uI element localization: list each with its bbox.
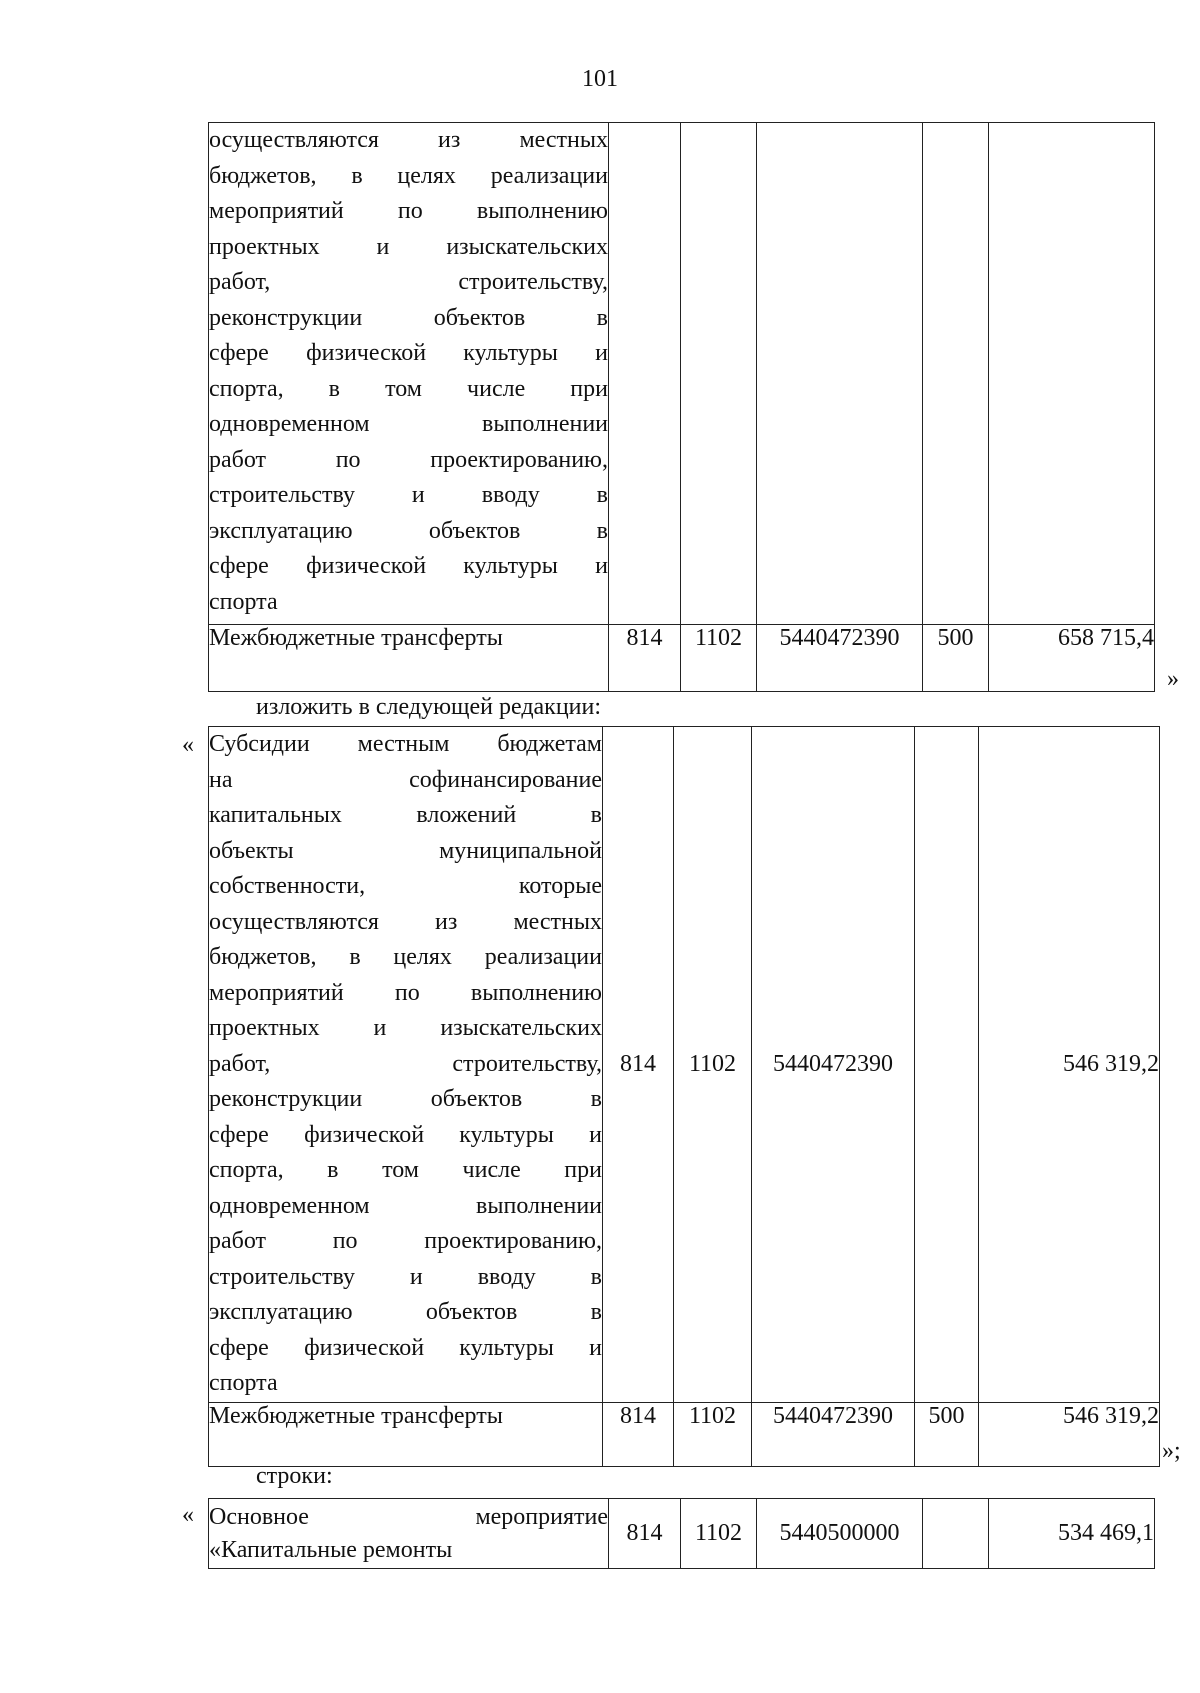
amount-cell: 534 469,1 [989, 1499, 1155, 1569]
description-line: сфере физической культуры и [209, 1121, 602, 1148]
type-cell [915, 727, 979, 1403]
description-line: проектных и изыскательских [209, 233, 608, 260]
target-cell: 5440472390 [757, 625, 923, 692]
close-quote: » [1167, 666, 1179, 692]
target-cell [757, 123, 923, 625]
section-cell: 1102 [681, 625, 757, 692]
type-cell: 500 [915, 1402, 979, 1466]
budget-table-old [208, 122, 1155, 692]
description-line: капитальных вложений в [209, 802, 602, 828]
description-line: мероприятий по выполнению [209, 979, 602, 1006]
section-cell: 1102 [674, 1402, 752, 1466]
description-line: одновременном выполнении [209, 1192, 602, 1219]
description-line: сфере физической культуры и [209, 340, 608, 366]
rows-label: строки: [256, 1463, 333, 1489]
description-line: Субсидии местным бюджетам [209, 731, 602, 757]
description-line: работ по проектированию, [209, 1228, 602, 1254]
type-cell: 500 [923, 625, 989, 692]
instruction-text: изложить в следующей редакции: [256, 694, 602, 720]
target-cell: 5440500000 [757, 1499, 923, 1569]
open-quote: « [182, 1502, 194, 1528]
table-row [209, 727, 1160, 1403]
description-line: мероприятий по выполнению [209, 198, 608, 224]
type-cell [923, 1499, 989, 1569]
description-line: Основное мероприятие [209, 1504, 608, 1530]
section-cell [681, 123, 757, 625]
gp-cell: 814 [609, 1499, 681, 1569]
amount-cell: 658 715,4 [989, 625, 1155, 692]
description-line: строительству и вводу в [209, 1263, 602, 1290]
description-line: реконструкции объектов в [209, 1086, 602, 1112]
description-line: бюджетов, в целях реализации [209, 162, 608, 189]
description-line: осуществляются из местных [209, 127, 608, 153]
budget-table-rows [208, 1498, 1155, 1569]
description-line: спорта [209, 588, 278, 615]
transfer-label-cell: Межбюджетные трансферты [209, 625, 609, 692]
description-line: бюджетов, в целях реализации [209, 944, 602, 970]
transfer-label-cell: Межбюджетные трансферты [209, 1402, 603, 1466]
description-line: на софинансирование [209, 766, 602, 793]
amount-cell: 546 319,2 [979, 1402, 1160, 1466]
description-line: реконструкции объектов в [209, 304, 608, 331]
description-line: спорта, в том числе при [209, 375, 608, 402]
description-line: «Капитальные ремонты [209, 1537, 453, 1563]
section-cell: 1102 [674, 727, 752, 1403]
section-cell: 1102 [681, 1499, 757, 1569]
description-line: одновременном выполнении [209, 411, 608, 437]
gp-cell: 814 [603, 1402, 674, 1466]
open-quote: « [182, 732, 194, 758]
gp-cell: 814 [603, 727, 674, 1403]
page-number: 101 [582, 66, 618, 92]
description-line: спорта [209, 1370, 278, 1396]
description-cell [209, 727, 603, 1403]
description-line: сфере физической культуры и [209, 1334, 602, 1361]
budget-table-new [208, 726, 1160, 1467]
description-cell [209, 123, 609, 625]
description-line: эксплуатацию объектов в [209, 1299, 602, 1325]
amount-cell [989, 123, 1155, 625]
description-line: проектных и изыскательских [209, 1015, 602, 1041]
description-line: работ, строительству, [209, 1050, 602, 1077]
table-row [209, 1402, 1160, 1466]
description-line: осуществляются из местных [209, 908, 602, 935]
gp-cell [609, 123, 681, 625]
description-line: собственности, которые [209, 873, 602, 899]
description-line: работ, строительству, [209, 269, 608, 295]
description-line: объекты муниципальной [209, 837, 602, 864]
description-line: эксплуатацию объектов в [209, 517, 608, 544]
gp-cell: 814 [609, 625, 681, 692]
description-line: сфере физической культуры и [209, 553, 608, 579]
type-cell [923, 123, 989, 625]
table-row [209, 625, 1155, 692]
description-line: работ по проектированию, [209, 446, 608, 473]
close-quote: »; [1162, 1438, 1181, 1464]
target-cell: 5440472390 [752, 727, 915, 1403]
description-line: строительству и вводу в [209, 482, 608, 508]
table-row [209, 1499, 1155, 1569]
description-cell [209, 1499, 609, 1569]
description-line: спорта, в том числе при [209, 1157, 602, 1183]
target-cell: 5440472390 [752, 1402, 915, 1466]
amount-cell: 546 319,2 [979, 727, 1160, 1403]
table-row [209, 123, 1155, 625]
